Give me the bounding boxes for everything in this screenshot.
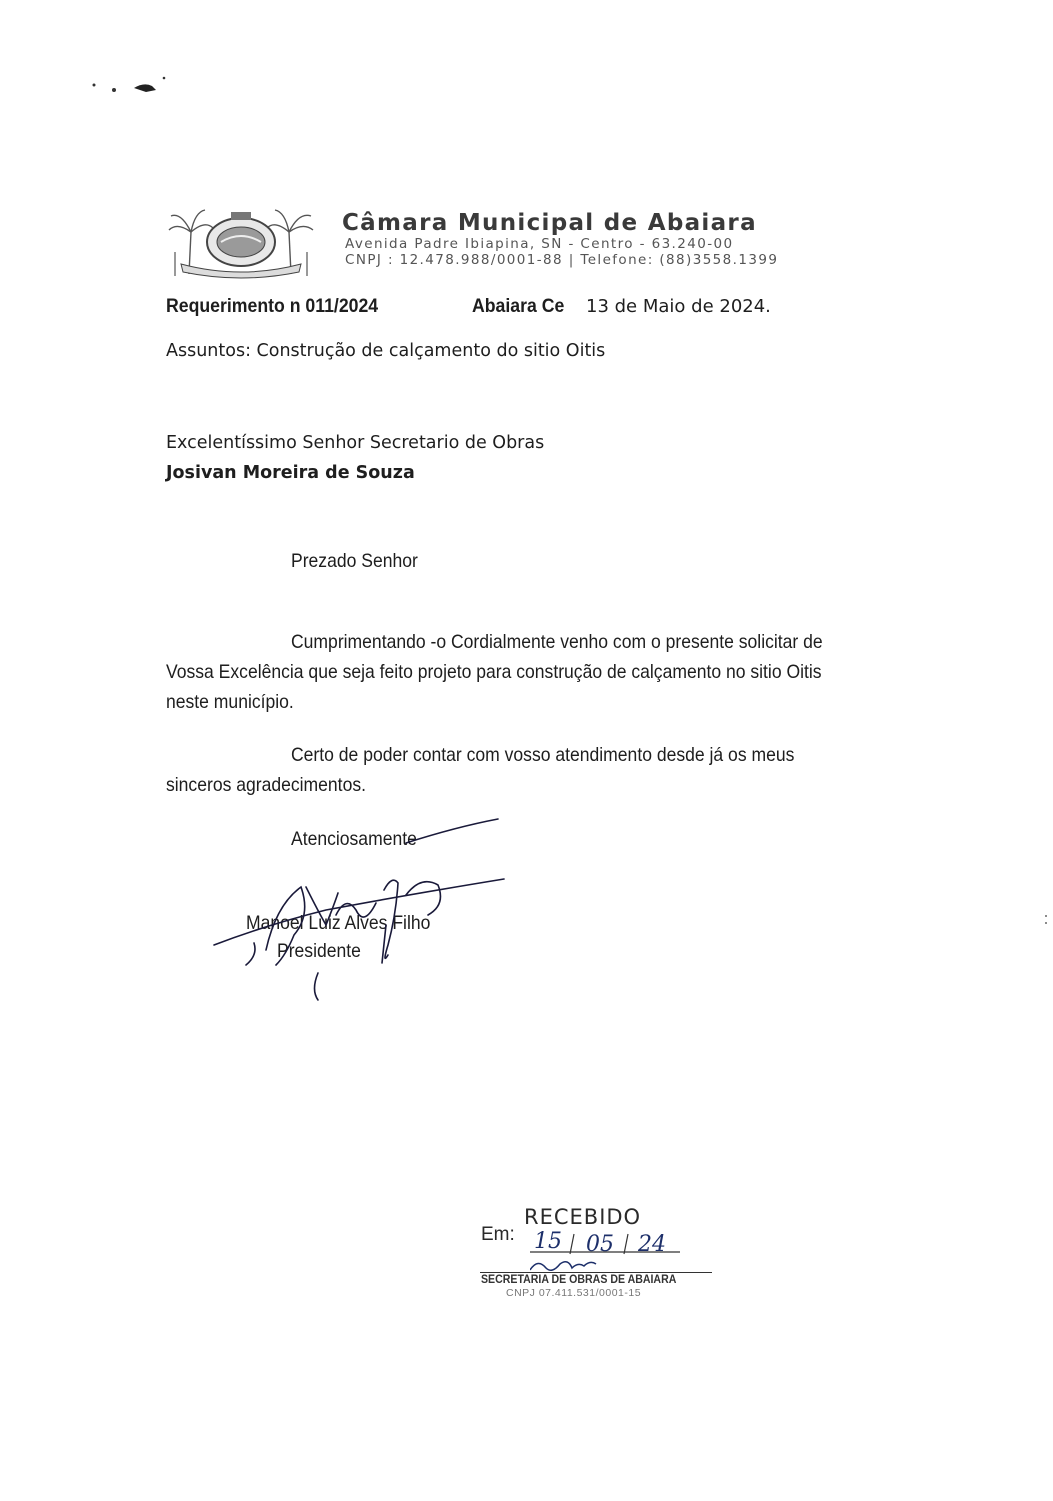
paragraph-1-line-2: Vossa Excelência que seja feito projeto para construção de calçamento no sitio Oitis [166,661,822,683]
letterhead-org-name: Câmara Municipal de Abaiara [342,210,757,236]
letter-subject: Assuntos: Construção de calçamento do sitio Oitis [166,341,606,361]
stamp-date-prefix: Em: [481,1224,515,1245]
letter-greeting: Prezado Senhor [291,550,418,572]
municipal-crest-icon [165,202,317,280]
letter-city: Abaiara Ce [472,296,565,317]
request-number: Requerimento n 011/2024 [166,296,379,317]
paragraph-1-line-1: Cumprimentando -o Cordialmente venho com o presente solicitar de [291,631,823,653]
signer-role: Presidente [277,940,361,962]
scan-specks [86,70,176,100]
stamp-day: 15 [534,1229,562,1254]
stamp-title: RECEBIDO [524,1205,642,1229]
addressee-name: Josivan Moreira de Souza [166,463,415,483]
paragraph-2-line-2: sinceros agradecimentos. [166,774,366,796]
letterhead-address: Avenida Padre Ibiapina, SN - Centro - 63.240-00 [345,236,734,252]
stamp-handwritten-date [530,1224,690,1278]
paragraph-2-line-1: Certo de poder contar com vosso atendimento desde já os meus [291,744,795,766]
stamp-month: 05 [586,1232,614,1257]
stamp-cnpj: CNPJ 07.411.531/0001-15 [506,1287,642,1299]
paragraph-1-line-3: neste município. [166,691,294,713]
stamp-year: 24 [638,1232,666,1257]
addressee-title: Excelentíssimo Senhor Secretario de Obras [166,433,545,453]
handwritten-signature [206,815,516,1005]
letter-date: 13 de Maio de 2024. [586,296,771,317]
stamp-department: SECRETARIA DE OBRAS DE ABAIARA [481,1274,677,1286]
scan-edge-mark [1043,912,1049,928]
stamp-rule [480,1272,712,1273]
letterhead-contact: CNPJ : 12.478.988/0001-88 | Telefone: (88)3558.1399 [345,252,779,268]
letter-closing: Atenciosamente [291,828,417,850]
signer-name: Manoel Luiz Alves Filho [246,912,431,934]
